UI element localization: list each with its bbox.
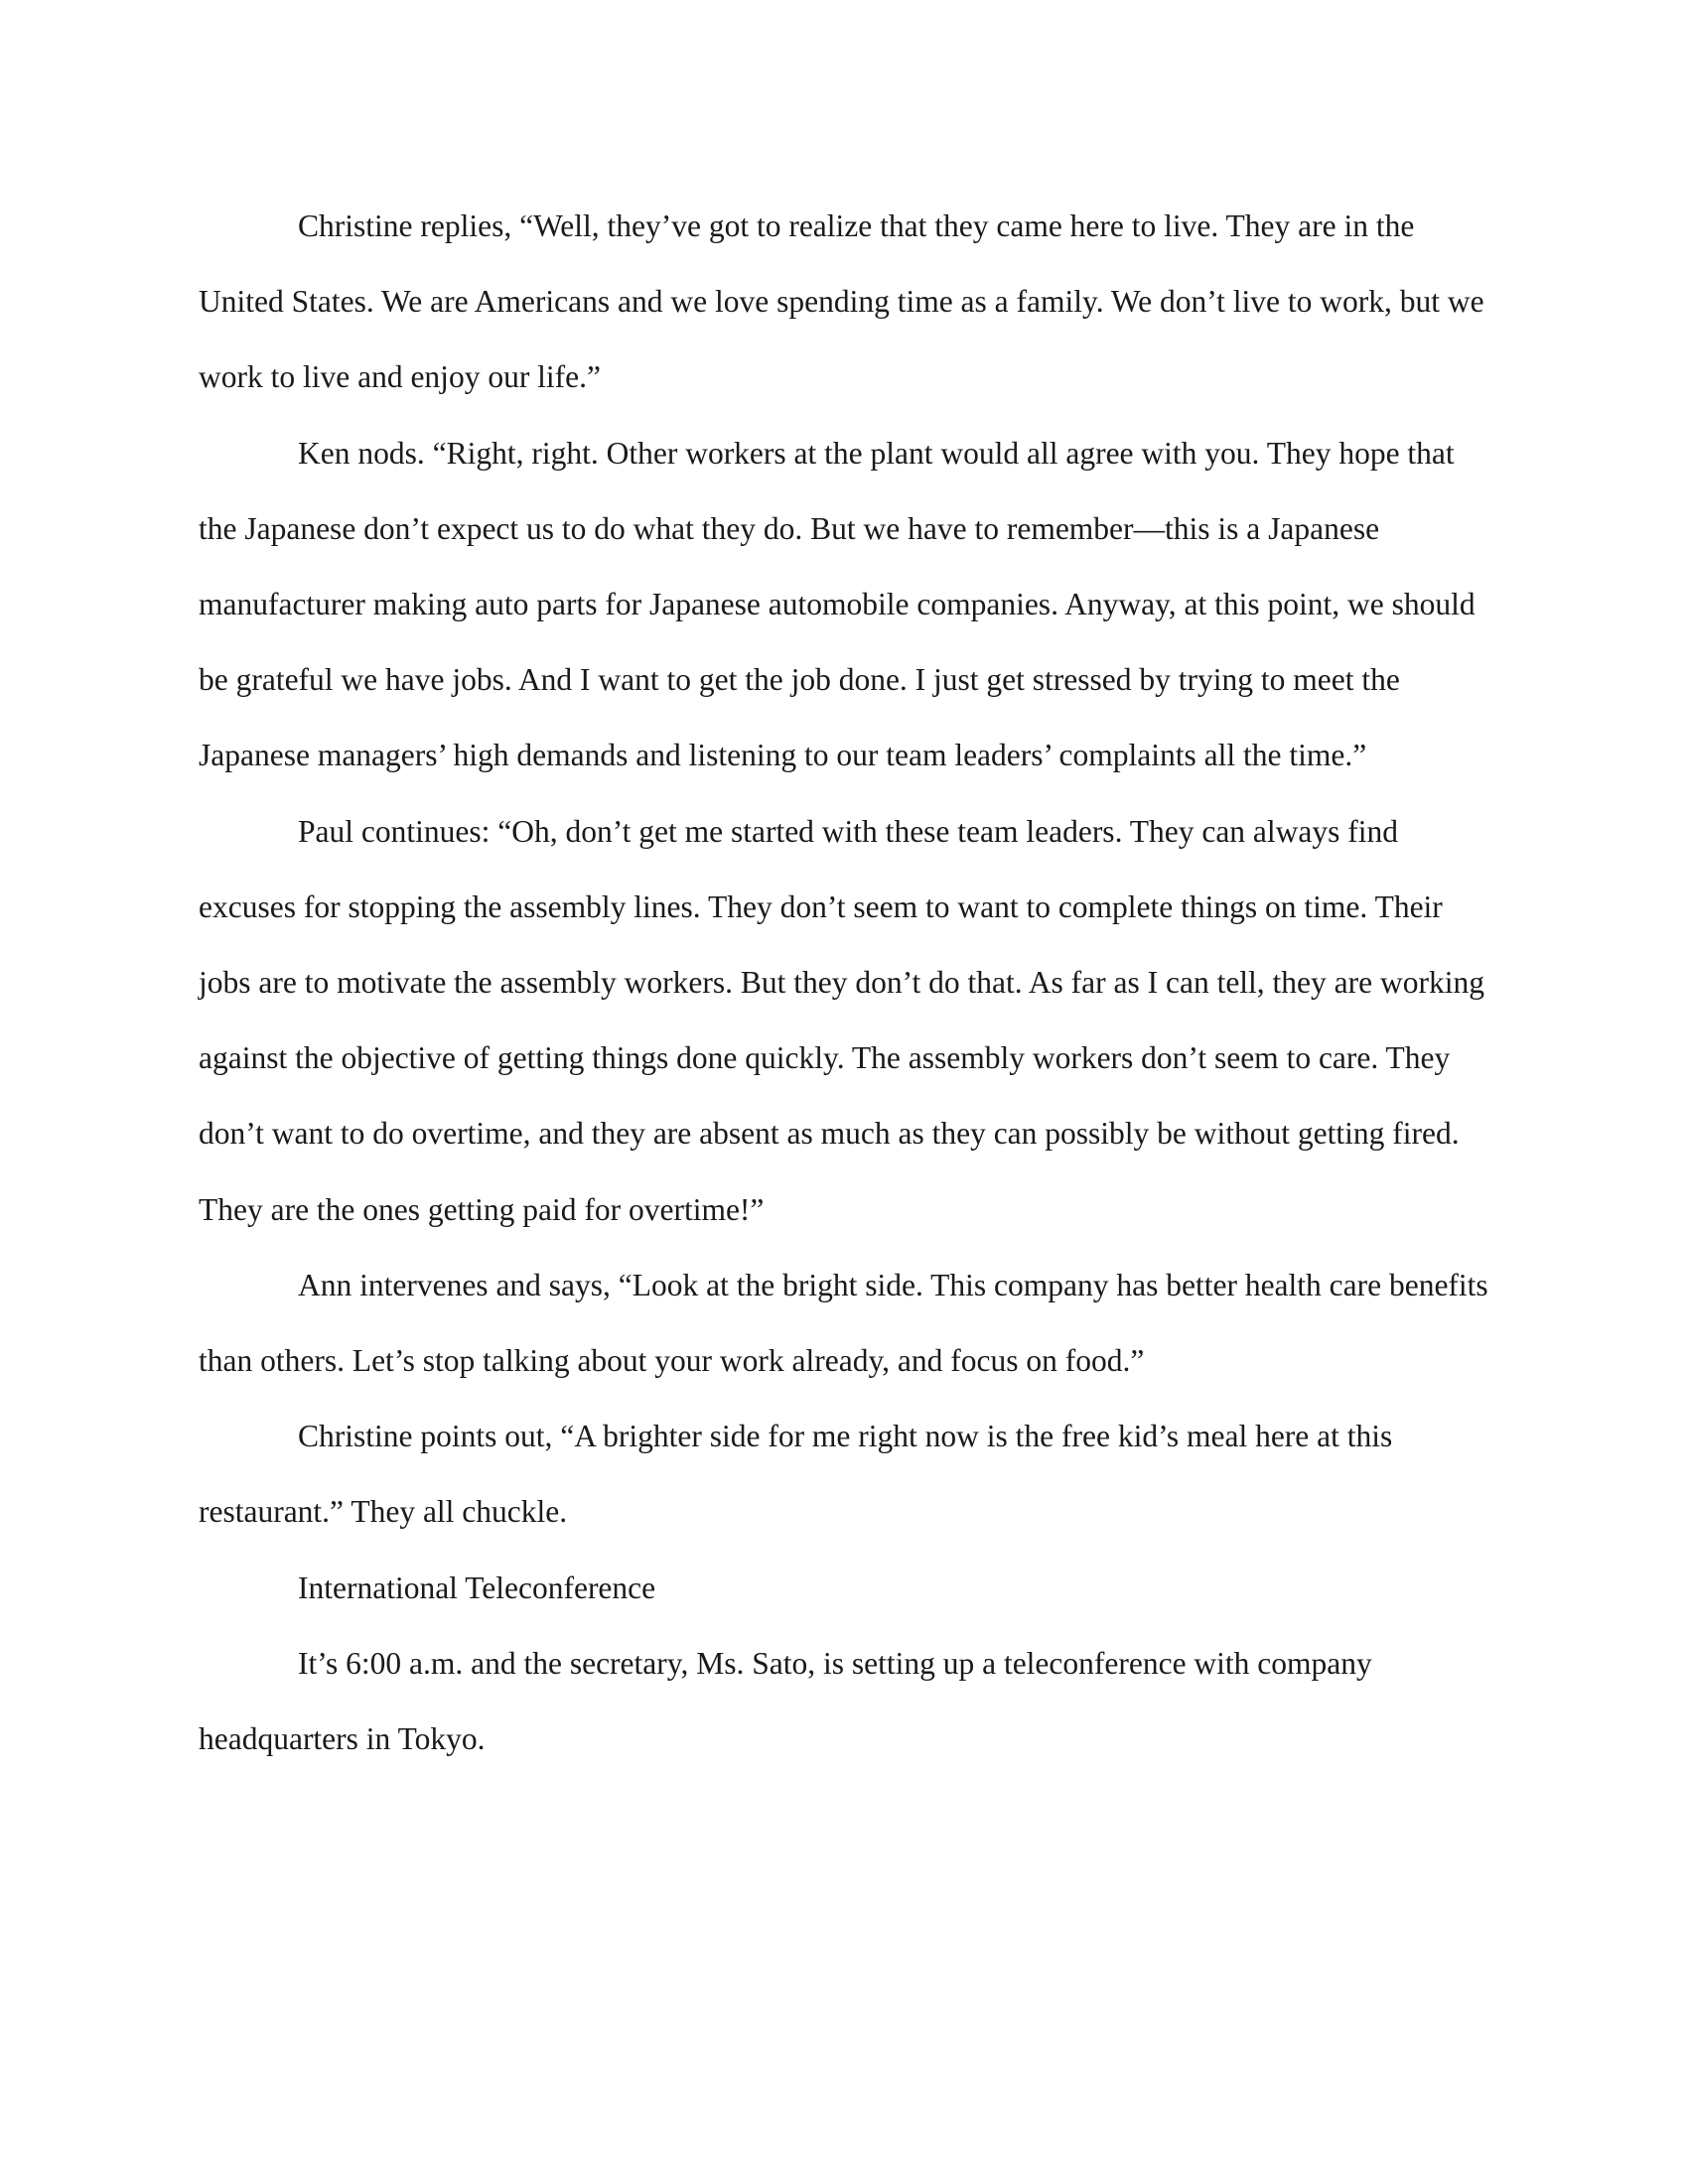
paragraph-ken-nods: Ken nods. “Right, right. Other workers at the plant would all agree with you. They hope that the Japanese don’t expect us to do what they do. But we have to remember—this is a Japanese manufacturer making auto parts for Japanese automobile companies. Anyway, at this point, we should be grateful we have jobs. And I want to get the job done. I just get stressed by trying to meet the Japanese managers’ high demands and listening to our team leaders’ complaints all the time.” (199, 435, 1476, 773)
paragraph-christine-replies: Christine replies, “Well, they’ve got to realize that they came here to live. They are in the United States. We are Americans and we love spending time as a family. We don’t live to work, but we work to live and enjoy our life.” (199, 208, 1484, 395)
paragraph-christine-points-out: Christine points out, “A brighter side for me right now is the free kid’s meal here at this restaurant.” They all chuckle. (199, 1419, 1393, 1530)
section-heading-international-teleconference: International Teleconference (298, 1570, 656, 1605)
paragraph-ann-intervenes: Ann intervenes and says, “Look at the bright side. This company has better health care benefits than others. Let’s stop talking about your work already, and focus on food.” (199, 1267, 1488, 1379)
document-page (199, 189, 1489, 1777)
paragraph-paul-continues: Paul continues: “Oh, don’t get me started with these team leaders. They can always find excuses for stopping the assembly lines. They don’t seem to want to complete things on time. Their jobs are to motivate the assembly workers. But they don’t do that. As far as I can tell, they are working against the objective of getting things done quickly. The assembly workers don’t seem to care. They don’t want to do overtime, and they are absent as much as they can possibly be without getting fired. They are the ones getting paid for overtime!” (199, 813, 1484, 1227)
paragraph-teleconference-setup: It’s 6:00 a.m. and the secretary, Ms. Sato, is setting up a teleconference with company headquarters in Tokyo. (199, 1645, 1372, 1757)
